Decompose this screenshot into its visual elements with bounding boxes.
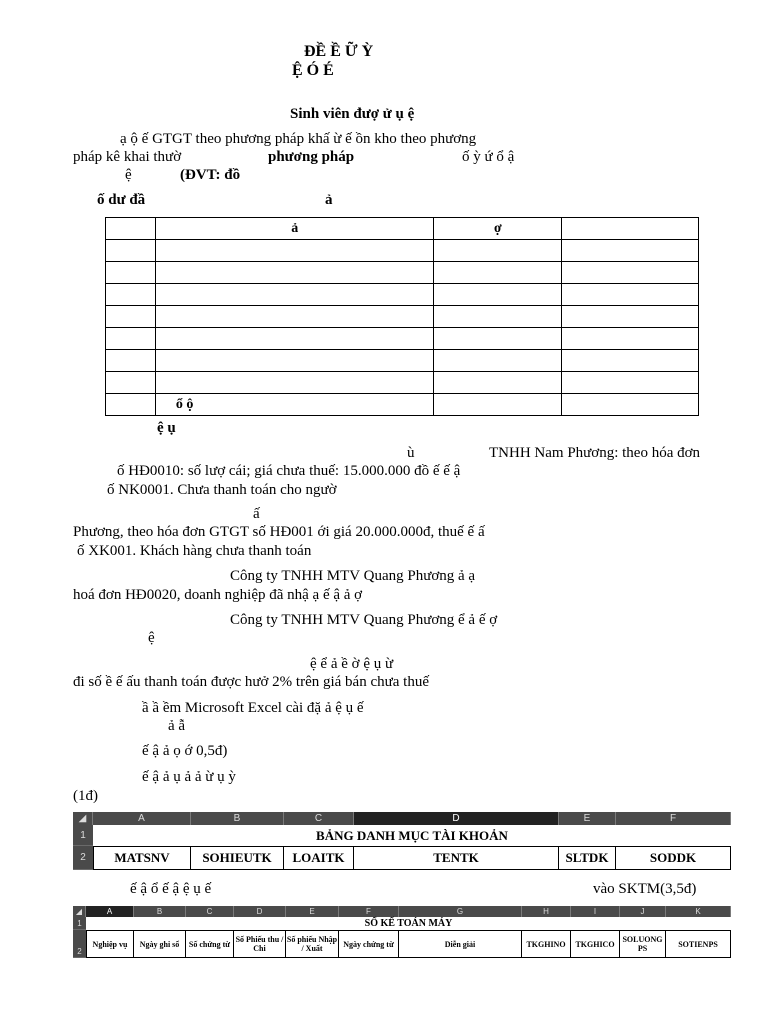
- table-row: [106, 240, 699, 262]
- sheet2-header-cell: SOTIENPS: [666, 930, 731, 958]
- column-header-i: I: [571, 906, 620, 917]
- column-header-d: D: [354, 812, 559, 825]
- req4-line-b: vào SKTM(3,5đ): [593, 881, 697, 897]
- sheet2-header-cell: Nghiệp vụ: [86, 930, 134, 958]
- column-header-a: A: [86, 906, 134, 917]
- intro-para-line2b: phương pháp: [268, 149, 355, 165]
- column-header-e: E: [559, 812, 616, 825]
- table-row: [106, 328, 699, 350]
- req4-line-a: ế ậ ổ ế ậ ệ ụ ế: [130, 881, 212, 897]
- column-header-b: B: [134, 906, 186, 917]
- select-all-corner: ◢: [73, 812, 93, 825]
- column-header-f: F: [616, 812, 731, 825]
- sheet1-screenshot: [73, 812, 731, 870]
- req1-line2: ả ẫ: [168, 718, 186, 734]
- opening-balance-table: [105, 217, 699, 416]
- sheet2-header-cell: TKGHINO: [522, 930, 571, 958]
- op5-line1: ệ ể ả ề ờ ệ ụ ừ: [310, 656, 394, 672]
- op3-line1: Công ty TNHH MTV Quang Phương ả ạ: [230, 568, 476, 584]
- sheet1-header-cell: TENTK: [354, 846, 559, 870]
- intro-para-line2a: pháp kê khai thườ: [73, 149, 182, 165]
- intro-heading: Sinh viên đượ ử ụ ệ: [290, 106, 415, 122]
- op2-line2: Phương, theo hóa đơn GTGT số HĐ001 ới giá 20.000.000đ, thuế ế ấ: [73, 524, 485, 540]
- intro-para-line2c: ố ỳ ứ ổ ậ: [462, 149, 515, 165]
- intro-para-line1: ạ ộ ế GTGT theo phương pháp khấ ừ ế ồn kho theo phương: [120, 131, 477, 147]
- sheet2-header-cell: Diễn giải: [399, 930, 522, 958]
- sheet1-row-2: [73, 846, 731, 870]
- table-row: [106, 306, 699, 328]
- op3-line2: hoá đơn HĐ0020, doanh nghiệp đã nhậ ạ ế ậ ả ợ: [73, 587, 363, 603]
- intro-para-line3a: ệ: [125, 167, 132, 183]
- op1-line3: ố NK0001. Chưa thanh toán cho ngườ: [107, 482, 337, 498]
- balance-heading-2: ả: [325, 192, 333, 208]
- sheet2-header-cell: SOLUONG PS: [620, 930, 666, 958]
- column-header-c: C: [284, 812, 354, 825]
- sheet2-title: SỔ KẾ TOÁN MÁY: [364, 918, 453, 929]
- ops-heading: ệ ụ: [157, 420, 176, 436]
- table-row: [106, 350, 699, 372]
- sheet1-title: BẢNG DANH MỤC TÀI KHOẢN: [316, 828, 508, 843]
- op2-line3: ố XK001. Khách hàng chưa thanh toán: [77, 543, 312, 559]
- sheet1-row-1: [73, 825, 731, 846]
- sheet2-header-cell: Ngày ghi sổ: [134, 930, 186, 958]
- op1-line2: ố HĐ0010: số lượ cái; giá chưa thuế: 15.000.000 đồ ế ế ậ: [117, 463, 461, 479]
- column-header-b: B: [191, 812, 284, 825]
- sheet2-row-1: [73, 917, 731, 930]
- sheet2-row-2: [73, 930, 731, 958]
- sheet2-screenshot: [73, 906, 731, 958]
- select-all-corner: ◢: [73, 906, 86, 917]
- op1-line1a: ù: [407, 445, 415, 461]
- table-row: [106, 284, 699, 306]
- table-total-row: [106, 394, 699, 416]
- sheet2-header-cell: Số chứng từ: [186, 930, 234, 958]
- op2-line1: ấ: [253, 506, 260, 522]
- table-row: [106, 372, 699, 394]
- row-number: 1: [73, 917, 86, 930]
- sheet2-header-cell: Ngày chứng từ: [339, 930, 399, 958]
- doc-title-line1: ĐỀ Ề Ữ Ỳ: [304, 43, 374, 60]
- table-header-cell: [106, 218, 156, 240]
- balance-heading: ố dư đầ: [97, 192, 146, 208]
- column-header-h: H: [522, 906, 571, 917]
- column-header-f: F: [339, 906, 399, 917]
- sheet1-header-cell: LOAITK: [284, 846, 354, 870]
- sheet1-header-cell: MATSNV: [93, 846, 191, 870]
- column-header-a: A: [93, 812, 191, 825]
- intro-para-line3b: (ĐVT: đồ: [180, 167, 241, 183]
- column-header-c: C: [186, 906, 234, 917]
- column-header-e: E: [286, 906, 339, 917]
- req3-line: ế ậ ả ụ ả ả ừ ụ ỳ: [142, 769, 236, 785]
- sheet1-column-header: [73, 812, 731, 825]
- req1-line1: ầ ầ ềm Microsoft Excel cài đặ ả ệ ụ ế: [142, 700, 364, 716]
- table-row: [106, 262, 699, 284]
- sheet2-header-cell: TKGHICO: [571, 930, 620, 958]
- doc-title-line2: Ệ Ó É: [292, 62, 334, 79]
- row-number: 2: [73, 930, 86, 958]
- op4-line1: Công ty TNHH MTV Quang Phương ể ả ế ợ: [230, 612, 498, 628]
- table-total-label: ổ ộ: [155, 394, 434, 416]
- sheet1-header-cell: SOHIEUTK: [191, 846, 284, 870]
- table-header-row: [106, 218, 699, 240]
- column-header-g: G: [399, 906, 522, 917]
- req3-tail: (1đ): [73, 788, 98, 804]
- op5-line2: đi số ề ế ấu thanh toán được hưở 2% trên giá bán chưa thuế: [73, 674, 429, 690]
- sheet1-header-cell: SLTDK: [559, 846, 616, 870]
- sheet2-header-cell: Số Phiếu thu / Chi: [234, 930, 286, 958]
- column-header-d: D: [234, 906, 286, 917]
- table-header-cell: [562, 218, 699, 240]
- sheet2-column-header: [73, 906, 731, 917]
- sheet2-header-cell: Số phiếu Nhập / Xuất: [286, 930, 339, 958]
- row-number: 1: [73, 825, 93, 846]
- op4-line2: ệ: [148, 630, 155, 646]
- column-header-j: J: [620, 906, 666, 917]
- sheet1-header-cell: SODDK: [616, 846, 731, 870]
- row-number: 2: [73, 846, 93, 870]
- op1-line1b: TNHH Nam Phương: theo hóa đơn: [489, 445, 701, 461]
- req2-line: ế ậ ả ọ ớ 0,5đ): [142, 743, 228, 759]
- table-header-cell: ợ: [434, 218, 562, 240]
- column-header-k: K: [666, 906, 731, 917]
- table-header-cell: ả: [155, 218, 434, 240]
